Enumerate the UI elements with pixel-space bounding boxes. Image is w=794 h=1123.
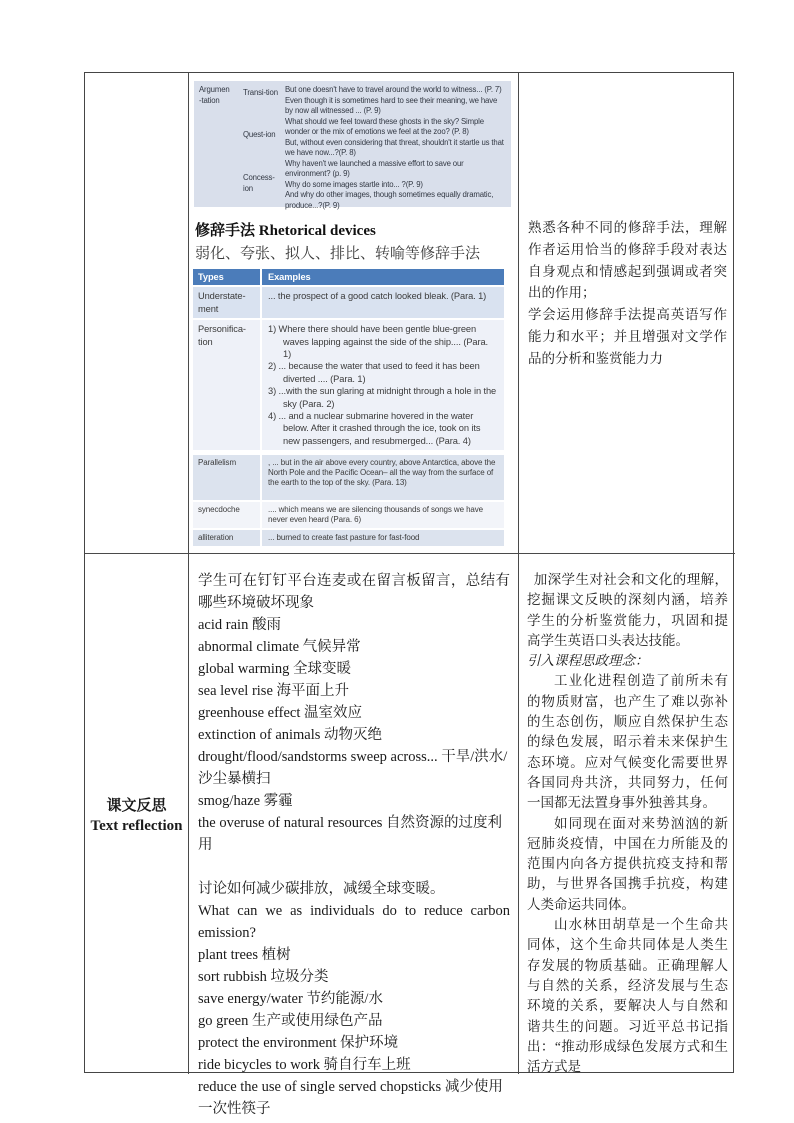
argumentation-sublabels: [243, 85, 285, 203]
reflection-line: greenhouse effect 温室效应: [198, 705, 363, 721]
quote-line: But, without even considering that threat, shouldn't it startle us that we have now...?(P. 8): [285, 137, 504, 157]
personification-example: 4) ... and a nuclear submarine hovered in the water below. After it crashed through the ice, took on its new passengers, and resubmerged... (Para. 4): [268, 411, 481, 446]
row1-content-cell: [189, 73, 519, 554]
reflection-line: acid rain 酸雨: [198, 617, 281, 633]
quote-line: Why do some images startle into... ?(P. 9): [285, 179, 423, 189]
row1-objectives-cell: [519, 73, 735, 554]
section-label-english: Text reflection: [90, 817, 183, 834]
row-alliteration: [193, 530, 504, 546]
synecdoche-example: .... which means we are silencing thousands of songs we have never even heard (Para. 6): [262, 502, 504, 528]
rhetorical-devices-subtitle: 弱化、夸张、拟人、排比、转喻等修辞手法: [195, 246, 481, 262]
reflection-line: 学生可在钉钉平台连麦或在留言板留言，总结有哪些环境破坏现象: [198, 573, 510, 611]
row-synecdoche: [193, 502, 504, 528]
header-types: Types: [193, 269, 262, 285]
reflection-line: protect the environment 保护环境: [198, 1035, 399, 1051]
reflection-line: 讨论如何减少碳排放，减缓全球变暖。: [198, 881, 445, 897]
row2-label-cell: [85, 554, 189, 1074]
row2-reflection-cell: [189, 554, 519, 1117]
sublabel-question: Quest-ion: [243, 130, 276, 139]
alliteration-type: alliteration: [193, 530, 262, 546]
header-examples: Examples: [262, 269, 504, 285]
row2-ideology-cell: [519, 554, 735, 1074]
row-personification: [193, 320, 504, 450]
ideology-paragraph: 加深学生对社会和文化的理解，挖掘课文反映的深刻内涵，培养学生的分析鉴赏能力，巩固和提高学生英语口头表达技能。: [527, 572, 728, 648]
sublabel-concession: Concess-ion: [243, 173, 275, 193]
argumentation-label-line1: Argumen: [199, 85, 230, 94]
row-parallelism: [193, 455, 504, 500]
ideology-paragraph: 山水林田胡草是一个生命共同体，这个生命共同体是人类生存发展的物质基础。正确理解人与自然的关系，经济发展与生态环境的关系，要解决人与自然和谐共生的问题。习近平总书记指出：“推动形成绿色发展方式和生活方式是: [527, 917, 728, 1075]
lesson-plan-table: [84, 72, 734, 1117]
argumentation-screenshot: [194, 81, 511, 210]
blank-line: [198, 856, 510, 878]
row1-label-cell: [85, 73, 189, 554]
reflection-line: smog/haze 雾霾: [198, 793, 293, 809]
reflection-line: extinction of animals 动物灭绝: [198, 727, 383, 743]
objective-paragraph: 学会运用修辞手法提高英语写作能力和水平；并且增强对文学作品的分析和鉴赏能力力: [528, 307, 727, 366]
personification-type: Personifica-tion: [193, 320, 262, 450]
reflection-line: What can we as individuals do to reduce carbon emission?: [198, 903, 510, 941]
quote-line: What should we feel toward these ghosts in the sky? Simple wonder or the mix of emotions we feel at the zoo? (P. 8): [285, 116, 484, 136]
personification-example: 1) Where there should have been gentle blue-green waves lapping against the side of the ship.... (Para. 1): [268, 324, 489, 360]
reflection-line: reduce the use of single served chopsticks 减少使用一次性筷子: [198, 1079, 503, 1117]
argumentation-label: [199, 85, 243, 203]
argumentation-quotes: [285, 85, 506, 210]
heading-chinese: 修辞手法: [195, 223, 256, 239]
quote-line: Why haven't we launched a massive effort to save our environment? (p. 9): [285, 158, 464, 178]
heading-english: Rhetorical devices: [258, 223, 376, 239]
reflection-line: sea level rise 海平面上升: [198, 683, 350, 699]
objective-paragraph: 熟悉各种不同的修辞手法，理解作者运用恰当的修辞手段对表达自身观点和情感起到强调或者突出的作用；: [528, 220, 727, 301]
argumentation-label-line2: -tation: [199, 95, 220, 105]
reflection-line: global warming 全球变暖: [198, 661, 352, 677]
understatement-example: ... the prospect of a good catch looked bleak. (Para. 1): [262, 287, 504, 318]
reflection-line: save energy/water 节约能源/水: [198, 991, 383, 1007]
quote-line: Even though it is sometimes hard to see their meaning, we have by now all witnessed ... (P. 9): [285, 95, 498, 115]
personification-example: 3) ...with the sun glaring at midnight through a hole in the sky (Para. 2): [268, 386, 497, 409]
section-label-chinese: 课文反思: [106, 797, 167, 814]
ideology-heading: 引入课程思政理念：: [527, 653, 649, 669]
sublabel-transition: Transi-tion: [243, 88, 278, 97]
reflection-line: sort rubbish 垃圾分类: [198, 969, 329, 985]
personification-examples: [262, 320, 504, 450]
alliteration-example: ... burned to create fast pasture for fast-food: [262, 530, 504, 546]
personification-example: 2) ... because the water that used to feed it has been diverted .... (Para. 1): [268, 361, 480, 384]
ideology-paragraph: 如同现在面对来势汹汹的新冠肺炎疫情，中国在力所能及的范围内向各方提供抗疫支持和帮助，与世界各国携手抗疫，构建人类命运共同体。: [527, 815, 728, 912]
synecdoche-type: synecdoche: [193, 502, 262, 528]
rhetorical-types-table: [193, 269, 504, 450]
quote-line: And why do other images, though sometimes equally dramatic, produce...?(P. 9): [285, 190, 494, 210]
understatement-type: Understate-ment: [193, 287, 262, 318]
rhetorical-devices-heading: [195, 219, 518, 240]
reflection-line: ride bicycles to work 骑自行车上班: [198, 1057, 411, 1073]
row-understatement: [193, 287, 504, 318]
reflection-line: abnormal climate 气候异常: [198, 639, 361, 655]
types-table-header: [193, 269, 504, 285]
parallelism-type: Parallelism: [193, 455, 262, 500]
reflection-line: the overuse of natural resources 自然资源的过度利用: [198, 815, 503, 853]
reflection-line: plant trees 植树: [198, 947, 291, 963]
parallelism-example: , ... but in the air above every country, above Antarctica, above the North Pole and the Pacific Ocean– all the way from the surface of the earth to the top of the sky. (Para. 13): [262, 455, 504, 500]
reflection-line: drought/flood/sandstorms sweep across... 干旱/洪水/沙尘暴横扫: [198, 749, 508, 787]
ideology-paragraph: 工业化进程创造了前所未有的物质财富，也产生了难以弥补的生态创伤，顺应自然保护生态的绿色发展，昭示着未来保护生态环境。应对气候变化需要世界各国同舟共济，共同努力，任何一国都无法置身事外独善其身。: [527, 673, 728, 811]
reflection-line: go green 生产或使用绿色产品: [198, 1013, 383, 1029]
quote-line: But one doesn't have to travel around the world to witness... (P. 7): [285, 85, 502, 94]
rhetorical-extra-table: [193, 455, 504, 546]
